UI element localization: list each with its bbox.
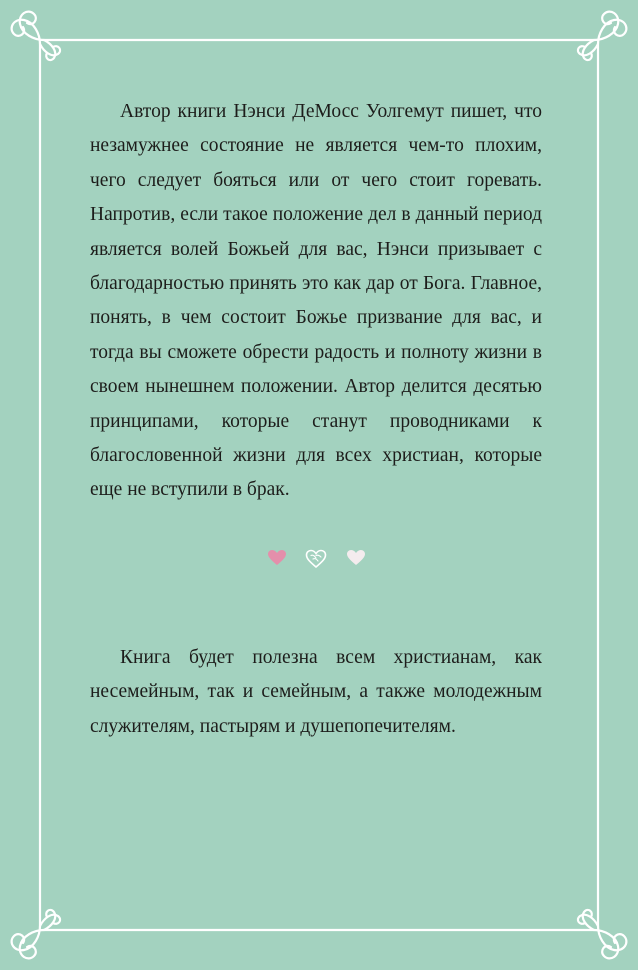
heart-divider xyxy=(0,549,638,573)
light-heart-icon xyxy=(346,549,366,567)
corner-flourish-bottom-right xyxy=(578,910,626,958)
audience-paragraph: Книга будет полезна всем христианам, как несемейным, так и семейным, а также молодежным служителям, пастырям и душепопечителям. xyxy=(90,647,542,737)
description-paragraph: Автор книги Нэнси ДеМосс Уолгемут пишет, что незамужнее состояние не является чем-то плохим, чего следует бояться или от чего стоит горевать. Напротив, если такое положение дел в данный период является волей Божьей для вас, Нэнси призывает с благодарностью принять это как дар от Бога. Главное, понять, в чем состоит Божье призвание для вас, и тогда вы сможете обрести радость и полноту жизни в своем нынешнем положении. Автор делится десятью принципами, которые станут проводниками к благословенной жизни для всех христиан, которые еще не вступили в брак. xyxy=(90,101,542,501)
corner-flourish-top-right xyxy=(578,12,626,60)
audience-block xyxy=(90,641,542,744)
corner-flourish-top-left xyxy=(12,12,60,60)
corner-flourish-bottom-left xyxy=(12,910,60,958)
white-outline-heart-icon xyxy=(305,549,327,569)
pink-heart-icon xyxy=(267,549,287,567)
description-block xyxy=(90,95,542,508)
